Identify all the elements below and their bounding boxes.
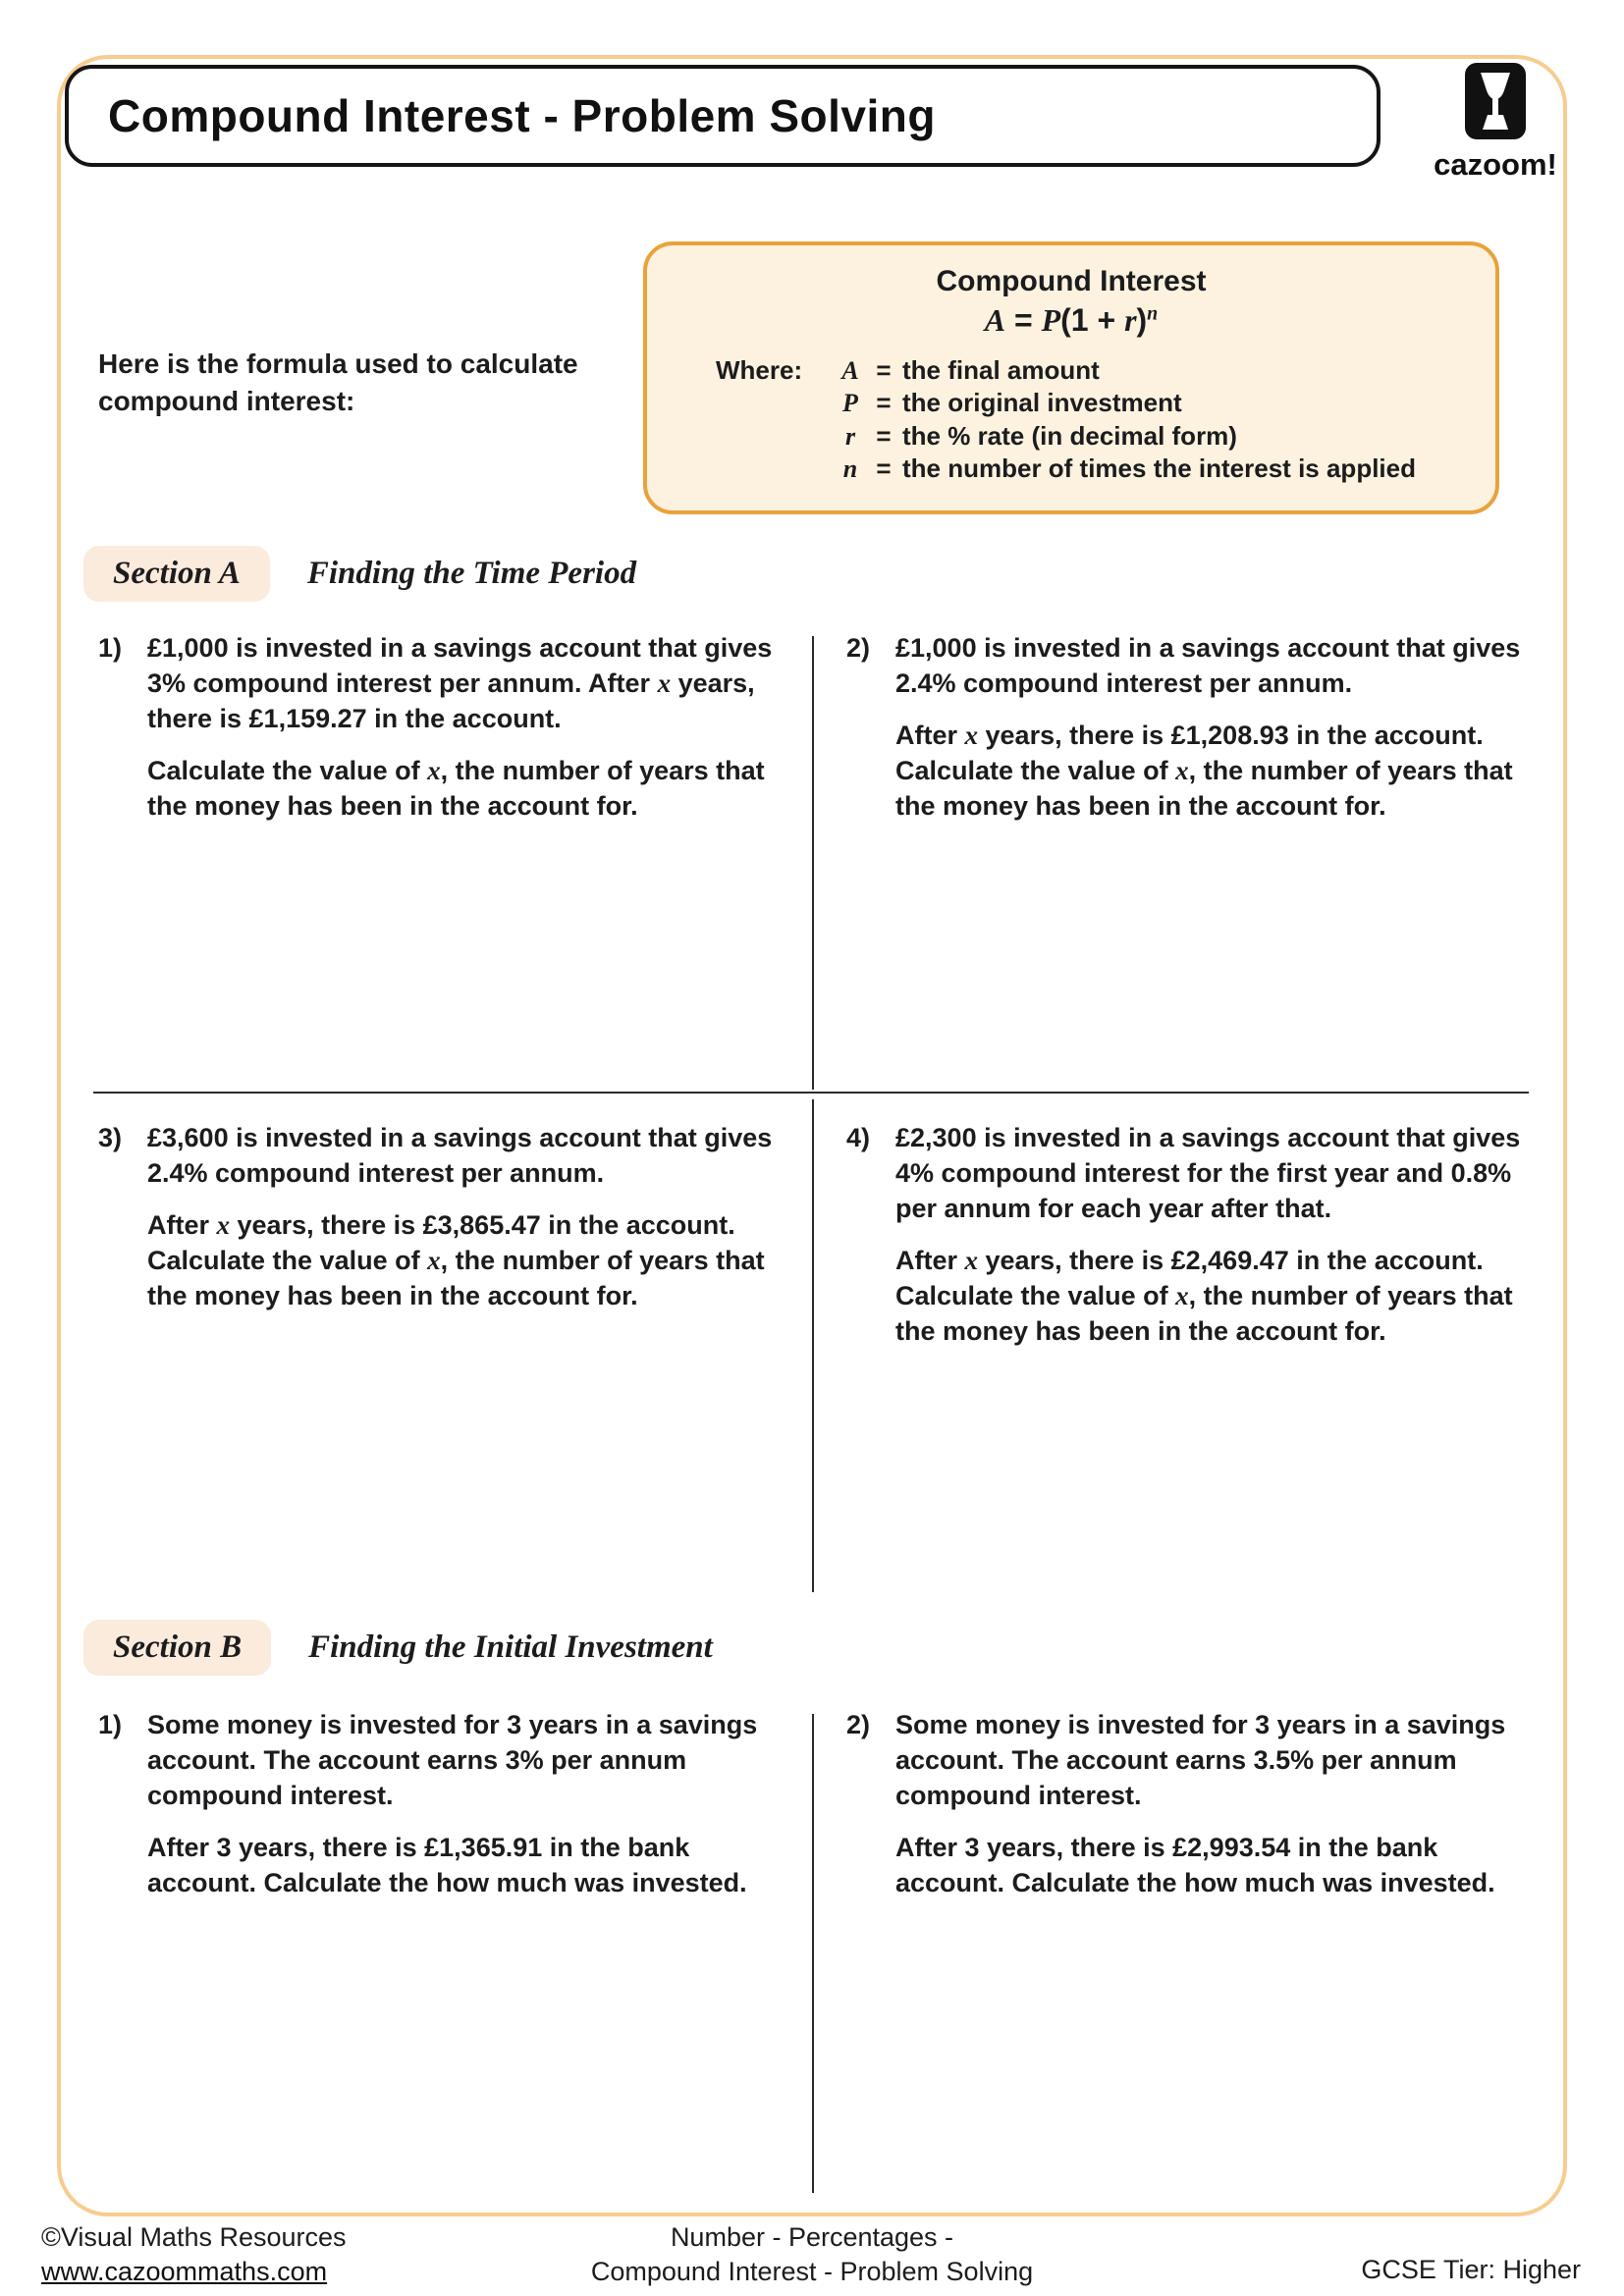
problem-number: 3) [98, 1123, 123, 1152]
column-divider [812, 1714, 814, 2193]
definition-row [836, 453, 1466, 485]
problem-paragraph: Calculate the value of x, the number of years that the money has been in the account for. [147, 755, 765, 821]
problem-a4 [846, 1121, 1534, 1349]
problem-text [895, 1708, 1534, 1901]
problem-paragraph: £1,000 is invested in a savings account that gives 2.4% compound interest per annum. [895, 633, 1521, 698]
problem-a3 [98, 1121, 791, 1314]
definition-row [836, 420, 1466, 453]
problem-paragraph: After x years, there is £2,469.47 in the account. Calculate the value of x, the number of years that the money has been in the account for. [895, 1245, 1513, 1346]
cazoom-wordmark: cazoom! [1434, 147, 1557, 182]
definition-row [836, 387, 1466, 419]
cazoom-logo [1422, 61, 1569, 183]
definition-symbol: r [844, 421, 856, 451]
formula-box-title: Compound Interest [936, 265, 1207, 297]
problem-text [895, 631, 1534, 825]
definition-equals: = [876, 355, 892, 385]
problem-paragraph: £3,600 is invested in a savings account that gives 2.4% compound interest per annum. [147, 1123, 773, 1188]
footer-topic-line1: Number - Percentages - [670, 2222, 954, 2252]
where-label: Where: [716, 355, 803, 385]
problem-paragraph: After 3 years, there is £1,365.91 in the bank account. Calculate the how much was invested. [147, 1832, 747, 1897]
problem-b2 [846, 1708, 1534, 1901]
definition-meaning: the % rate (in decimal form) [902, 420, 1237, 451]
definition-symbol: A [841, 356, 859, 385]
problem-a2 [846, 631, 1534, 825]
compound-interest-formula: $A = P(1 + r)^n$ [984, 302, 1159, 338]
problem-paragraph: Some money is invested for 3 years in a savings account. The account earns 3.5% per annum compound interest. [895, 1710, 1506, 1810]
definition-row [836, 354, 1466, 387]
section-a-label: Section A [83, 546, 270, 602]
definition-symbol: P [842, 389, 858, 418]
definition-meaning: the number of times the interest is applied [902, 453, 1416, 483]
problem-a1 [98, 631, 791, 825]
header [65, 65, 1380, 167]
definition-meaning: the final amount [902, 355, 1100, 385]
section-a-title: Finding the Time Period [306, 556, 637, 591]
problem-text [147, 1121, 791, 1314]
section-b-title: Finding the Initial Investment [308, 1629, 713, 1665]
problem-number: 2) [846, 1710, 871, 1739]
row-divider [93, 1092, 1529, 1094]
website-link[interactable]: www.cazoommaths.com [41, 2257, 328, 2287]
problem-text [147, 631, 791, 825]
problem-paragraph: After x years, there is £1,208.93 in the account. Calculate the value of x, the number of years that the money has been in the account for. [895, 720, 1513, 821]
problem-text [147, 1708, 791, 1901]
section-b-label: Section B [83, 1620, 271, 1676]
formula-definitions [677, 354, 1466, 485]
definition-list [836, 354, 1466, 485]
footer-topic-line2: Compound Interest - Problem Solving [590, 2257, 1034, 2287]
problem-text [895, 1121, 1534, 1349]
copyright-text: ©Visual Maths Resources [41, 2222, 347, 2252]
problem-number: 4) [846, 1123, 871, 1152]
definition-equals: = [876, 453, 892, 483]
definition-meaning: the original investment [902, 388, 1182, 418]
cazoom-logo-icon [1463, 61, 1528, 145]
problem-number: 2) [846, 633, 871, 663]
intro-text: Here is the formula used to calculate compound interest: [98, 348, 578, 416]
problem-paragraph: After x years, there is £3,865.47 in the account. Calculate the value of x, the number of years that the money has been in the account for. [147, 1209, 765, 1310]
footer-tier: GCSE Tier: Higher [1361, 2255, 1581, 2284]
definition-symbol: n [842, 454, 858, 483]
formula-box [643, 241, 1499, 514]
section-a-heading [83, 546, 636, 602]
problem-number: 1) [98, 1710, 123, 1739]
column-divider [812, 636, 814, 1090]
problem-b1 [98, 1708, 791, 1901]
problem-number: 1) [98, 633, 123, 663]
column-divider [812, 1099, 814, 1592]
definition-equals: = [876, 388, 892, 418]
problem-paragraph: £1,000 is invested in a savings account that gives 3% compound interest per annum. After x years, there is £1,159.27 in the account. [147, 633, 773, 733]
problem-paragraph: Some money is invested for 3 years in a savings account. The account earns 3% per annum compound interest. [147, 1710, 758, 1810]
page-title: Compound Interest - Problem Solving [108, 90, 936, 141]
problem-paragraph: After 3 years, there is £2,993.54 in the bank account. Calculate the how much was invested. [895, 1832, 1495, 1897]
problem-paragraph: £2,300 is invested in a savings account that gives 4% compound interest for the first year and 0.8% per annum for each year after that. [895, 1123, 1521, 1223]
definition-equals: = [876, 420, 892, 451]
section-b-heading [83, 1620, 713, 1676]
